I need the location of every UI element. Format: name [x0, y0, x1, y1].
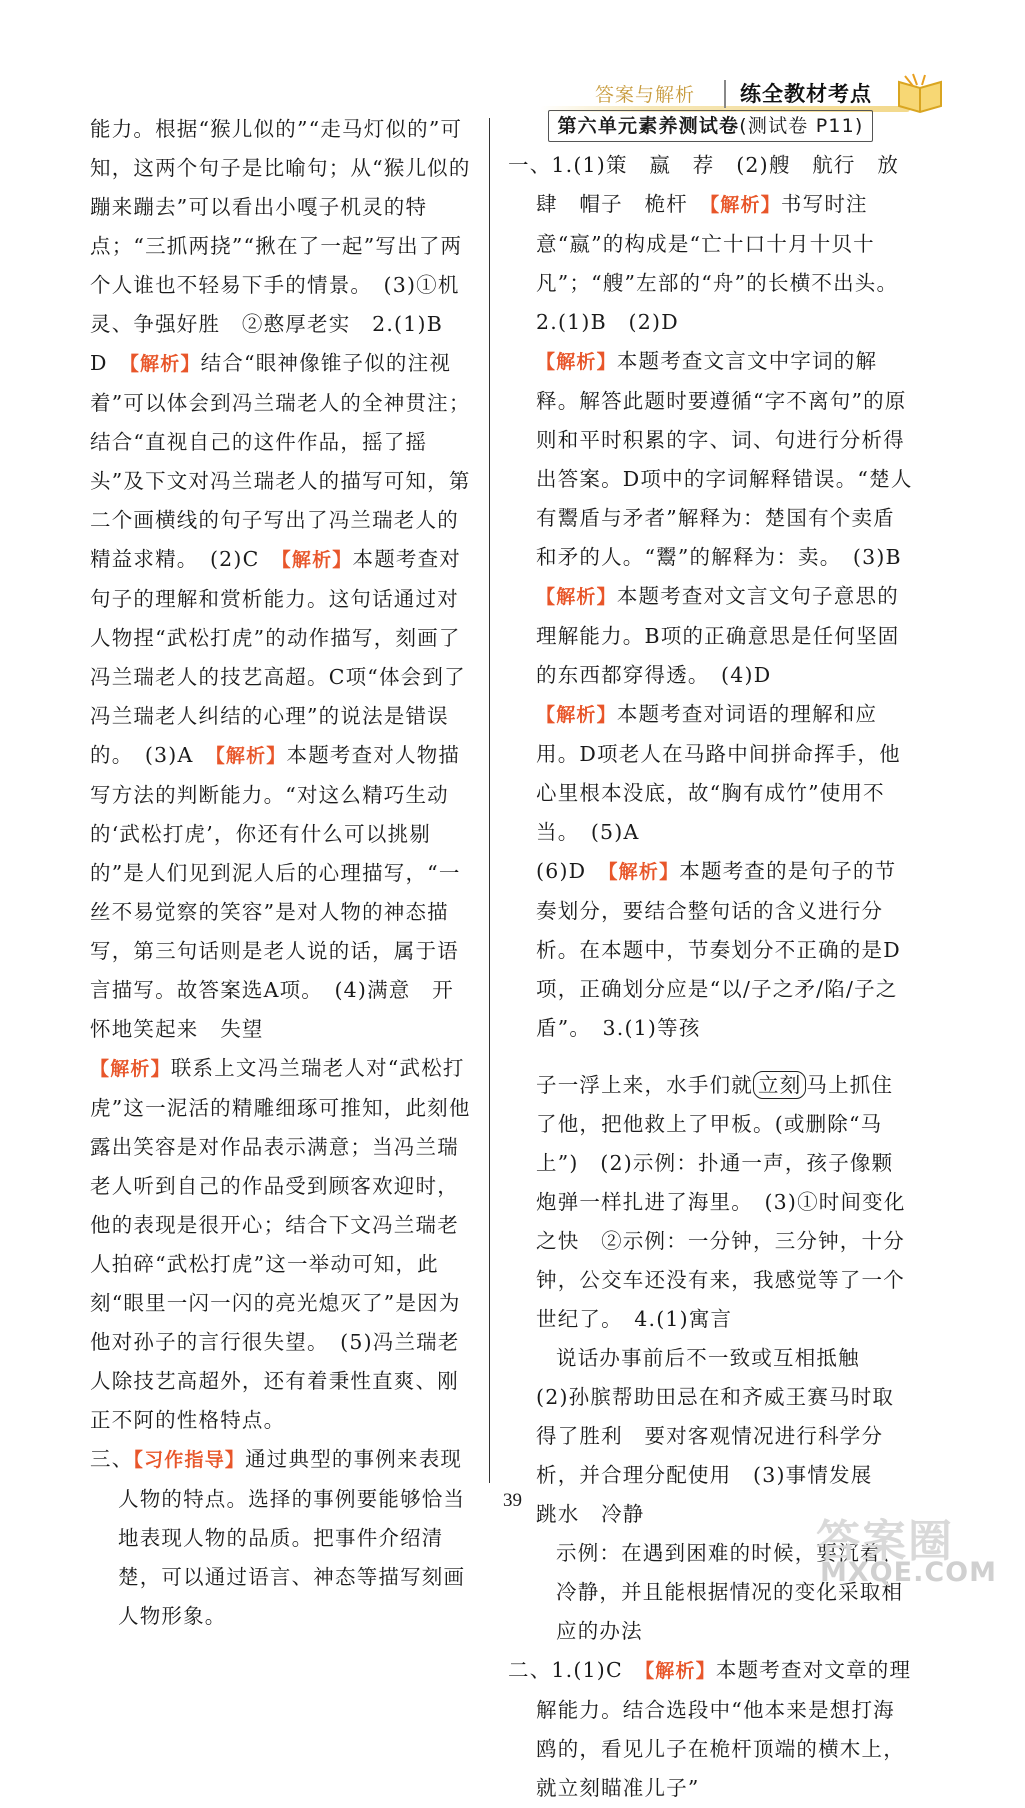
analysis-tag: 【解析】 — [644, 1660, 716, 1682]
analysis-tag: 【解析】 — [129, 353, 201, 375]
left-text-1b: 结合“眼神像锥子似的注视着”可以体会到冯兰瑞老人的全神贯注；结合“直视自己的这件作品，摇了摇头”及下文对冯兰瑞老人的描写可知，第二个画横线的句子写出了冯兰瑞老人的精益求精。 (2)C — [90, 351, 471, 571]
right-text-3b: 马上抓住了他，把他救上了甲板。(或删除“马上”) (2)示例：扑通一声，孩子像颗炮弹一样扎进了海里。 (3)①时间变化之快 ②示例：一分钟，三分钟，十分钟，公交车还没有来，我感觉等了一个世纪了。 4.(1)寓言 — [536, 1073, 906, 1331]
left-paragraph-1 — [90, 110, 475, 1049]
watermark-top-text: 答案圈 — [816, 1516, 954, 1567]
analysis-tag: 【解析】 — [215, 745, 287, 767]
right-text-5b: 本题考查对文章的理解能力。结合选段中“他本来是想打海鸥的，看见儿子在桅杆顶端的横木上，就立刻瞄准儿子” — [536, 1658, 912, 1800]
unit-test-title-note: (测试卷 P11) — [739, 115, 864, 137]
right-text-1c: 本题考查文言文中字词的解释。解答此题时要遵循“字不离句”的原则和平时积累的字、词、句进行分析得出答案。D项中的字词解释错误。“楚人有鬻盾与矛者”解释为：楚国有个卖盾和矛的人。“鬻”的解释为：卖。 (3)B — [536, 349, 924, 569]
right-paragraph-2 — [508, 1066, 913, 1339]
analysis-tag: 【解析】 — [281, 549, 353, 571]
left-text-1c: 本题考查对句子的理解和赏析能力。这句话通过对人物捏“武松打虎”的动作描写，刻画了冯兰瑞老人的技艺高超。C项“体会到了冯兰瑞老人纠结的心理”的说法是错误的。 (3)A — [90, 547, 466, 767]
revision-spacer — [508, 1048, 913, 1066]
revision-circled-word: 立刻 — [753, 1071, 806, 1099]
watermark-bottom-text: MXQE.COM — [820, 1557, 997, 1588]
right-paragraph-3 — [508, 1339, 913, 1378]
right-text-1e: 本题考查对词语的理解和应用。D项老人在马路中间拼命挥手，他心里根本没底，故“胸有成竹”使用不当。 (5)A — [536, 702, 901, 844]
header-brand-title: 练全教材考点 — [740, 82, 872, 106]
left-text-1d: 本题考查对人物描写方法的判断能力。“对这么精巧生动的‘武松打虎’，你还有什么可以挑剔的”是人们见到泥人后的心理描写，“一丝不易觉察的笑容”是对人物的神态描写，第三句话则是老人说的话，属于语言描写。故答案选A项。 (4)满意 开怀地笑起来 失望 — [90, 743, 461, 1041]
writing-guide-tag: 【习作指导】 — [133, 1449, 246, 1471]
header-separator — [724, 80, 726, 108]
analysis-tag: 【解析】 — [536, 586, 617, 608]
right-text-3a: 子一浮上来，水手们就 — [536, 1073, 753, 1097]
left-text-2: 联系上文冯兰瑞老人对“武松打虎”这一泥活的精雕细琢可推知，此刻他露出笑容是对作品表示满意；当冯兰瑞老人听到自己的作品受到顾客欢迎时，他的表现是很开心；结合下文冯兰瑞老人拍碎“武松打虎”这一举动可知，此刻“眼里一闪一闪的亮光熄灭了”是因为他对孙子的言行很失望。 (5)冯兰瑞老人除技艺高超外，还有着秉性直爽、刚正不阿的性格特点。 — [90, 1056, 471, 1432]
right-text-1a: 一、1.(1)策 嬴 荐 (2)艘 航行 放肆 帽子 桅杆 — [508, 153, 900, 216]
page-number: 39 — [503, 1490, 522, 1511]
right-text-4b: (2)孙膑帮助田忌在和齐威王赛马时取得了胜利 要对客观情况进行科学分析，并合理分配使用 (3)事情发展 跳水 冷静 — [536, 1385, 895, 1526]
left-column — [90, 110, 475, 1636]
open-book-icon — [895, 72, 945, 114]
analysis-tag: 【解析】 — [536, 704, 617, 726]
right-text-5a: 二、1.(1)C — [508, 1658, 645, 1682]
analysis-tag: 【解析】 — [709, 194, 781, 216]
column-divider — [489, 118, 490, 1483]
unit-test-title-text: 第六单元素养测试卷 — [557, 115, 740, 137]
right-paragraph-6 — [508, 1651, 913, 1808]
unit-test-title — [548, 110, 873, 142]
left-text-1a: 能力。根据“猴儿似的”“走马灯似的”可知，这两个句子是比喻句；从“猴儿似的蹦来蹦去”可以看出小嘎子机灵的特点；“三抓两挠”“揪在了一起”写出了两个人谁也不轻易下手的情景。 (3)①机灵、争强好胜 ②憨厚老实 2.(1)B D — [90, 117, 471, 375]
analysis-tag: 【解析】 — [90, 1058, 171, 1080]
right-text-1f: (6)D — [536, 859, 608, 883]
analysis-tag: 【解析】 — [607, 861, 680, 883]
right-paragraph-1 — [508, 146, 924, 1048]
right-text-4c: 示例：在遇到困难的时候，要沉着、冷静，并且能根据情况的变化采取相应的办法 — [556, 1541, 904, 1643]
watermark-logo — [810, 1505, 1000, 1590]
right-text-1d: 本题考查对文言文句子意思的理解能力。B项的正确意思是任何坚固的东西都穿得透。 (4)D — [536, 584, 900, 687]
analysis-tag: 【解析】 — [536, 351, 617, 373]
header-section-label: 答案与解析 — [595, 84, 696, 106]
right-text-1g: 本题考查的是句子的节奏划分，要结合整句话的含义进行分析。在本题中，节奏划分不正确的是D项，正确划分应是“以/子之矛/陷/子之盾”。 3.(1)等孩 — [536, 859, 901, 1040]
right-text-1b: 书写时注意“嬴”的构成是“亡十口十月十贝十凡”；“艘”左部的“舟”的长横不出头。 2.(1)B (2)D — [536, 192, 910, 334]
left-section-three-number: 三、 — [90, 1447, 134, 1471]
left-text-3: 通过典型的事例来表现人物的特点。选择的事例要能够恰当地表现人物的品质。把事件介绍清楚，可以通过语言、神态等描写刻画人物形象。 — [118, 1447, 466, 1628]
left-paragraph-2 — [90, 1049, 475, 1440]
left-paragraph-3 — [90, 1440, 475, 1636]
right-text-4a: 说话办事前后不一致或互相抵触 — [556, 1346, 860, 1370]
